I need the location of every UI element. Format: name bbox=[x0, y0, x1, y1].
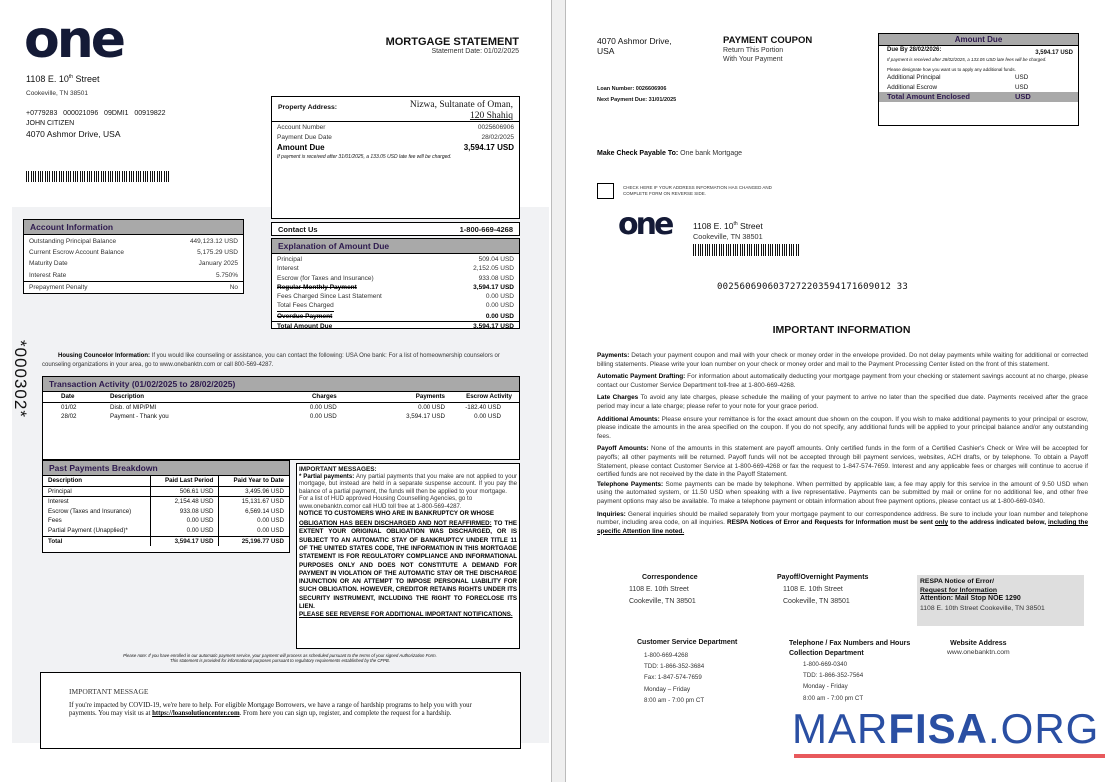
statement-title: MORTGAGE STATEMENT bbox=[385, 36, 519, 48]
payment-due-row: Payment Due Date 28/02/2025 bbox=[277, 133, 514, 141]
important-info-body bbox=[597, 352, 1088, 540]
postal-barcode bbox=[26, 171, 170, 182]
late-fee-note: If payment is received after 31/01/2025, a 133.05 USD late fee will be charged. bbox=[277, 154, 452, 160]
info-additional-amounts: Additional Amounts: Please ensure your remittance is for the exact amount due shown on the coupon. If you wish to make additional payments to your principal or escrow, please indicate the amounts in the area specified on the coupon. If you do not specify, any additional funds will be applied to your principal balance and/or any outstanding fees. bbox=[597, 415, 1088, 440]
account-number-row: Account Number 0025606906 bbox=[277, 124, 514, 131]
info-telephone-payments: Telephone Payments: Some payments can be made by telephone. When permitted by applicable law, a fee may apply for this service in the amount of 9.50 USD when using the automated system, or 11.50 USD when speaking with a live representative. Payments can be submitted by mail or online for no additional fee, and other free payment options may also be available. To make a telephone payment or obtain information about free payment options, please contact us at 1-800-669-0340. bbox=[597, 480, 1088, 505]
expl-row: Overdue Payment 0.00 USD bbox=[277, 312, 514, 320]
info-payoff-amounts: Payoff Amounts: None of the amounts in this statement are payoff amounts. Only certified funds in the form of a Certified Cashier's Check or Wire will be accepted for payoffs; all other payments will be returned. Payoff funds will not be accepted through bill payment services, websites, ACH drafts, or by telephone. To obtain a Payoff Statement, please contact Customer Service at 1-800-669-4268 or fax the request to 1-847-574-7659. Interest and any applicable fees or charges will continue to accrue if certified funds are not received by the date in the Payoff Statement. bbox=[597, 445, 1089, 479]
payment-coupon-page bbox=[565, 0, 1116, 782]
acct-row: Outstanding Principal Balance 449,123.12 USD bbox=[29, 238, 238, 245]
coupon-heading: PAYMENT COUPON Return This Portion With Your Payment bbox=[723, 35, 813, 63]
remit-address-line2: Cookeville, TN 38501 bbox=[693, 232, 763, 241]
expl-row: Regular Monthly Payment 3,594.17 USD bbox=[277, 283, 514, 291]
property-label: Property Address: bbox=[278, 104, 338, 111]
account-info-title: Account Information bbox=[24, 220, 243, 235]
telephone-block: Telephone / Fax Numbers and Hours Collection Department 1-800-669-0340 TDD: 1-866-352-7564 Monday - Friday 8:00 am - 7:00 pm CT bbox=[789, 640, 911, 702]
customer-service-block: Customer Service Department 1-800-669-4268 TDD: 1-866-352-3684 Fax: 1-847-574-7659 Monday – Friday 8:00 am - 7:00 pm CT bbox=[637, 639, 738, 704]
expl-row: Principal 509.04 USD bbox=[277, 256, 514, 263]
sender-address: 4070 Ashmor Drive, USA bbox=[597, 36, 672, 56]
past-payments-title: Past Payments Breakdown bbox=[43, 461, 289, 476]
expl-row: Fees Charged Since Last Statement 0.00 USD bbox=[277, 293, 514, 301]
footnote: Please note: If you have enrolled in our automatic payment service, your payment will process as scheduled pursuant to the terms of your signed Authorization Form. This statement is provided for informational purposes pursuant to regulatory requirements established by the CFPB. bbox=[123, 653, 437, 663]
bank-logo: one bbox=[24, 10, 124, 70]
acct-row: Current Escrow Account Balance 5,175.29 USD bbox=[29, 249, 238, 257]
respa-address: RESPA Notice of Error/ Request for Information Attention: Mail Stop NOE 1290 1108 E. 10th Street Cookeville, TN 38501 bbox=[917, 575, 1084, 626]
bank-address-line1: 1108 E. 10th Street bbox=[26, 74, 100, 84]
payable-to: Make Check Payable To: One bank Mortgage bbox=[597, 150, 743, 157]
contact-us-bar: Contact Us 1-800-669-4268 bbox=[271, 222, 520, 236]
transaction-row: 28/02 Payment - Thank you 0.00 USD 3,594.17 USD 0.00 USD bbox=[61, 413, 501, 421]
total-due-row: Total Amount Due 3,594.17 USD bbox=[272, 321, 519, 332]
marfisa-watermark: MARFISA.ORG bbox=[792, 705, 1100, 752]
important-info-title: IMPORTANT INFORMATION bbox=[772, 324, 911, 336]
transaction-title: Transaction Activity (01/02/2025 to 28/02/2025) bbox=[43, 377, 519, 392]
past-row: Partial Payment (Unapplied)* 0.00 USD 0.00 USD bbox=[43, 526, 289, 536]
side-code: *000302* bbox=[11, 340, 30, 418]
transaction-row: 01/02 Disb. of MIP/PMI 0.00 USD 0.00 USD -182.40 USD bbox=[61, 403, 501, 411]
explanation-title: Explanation of Amount Due bbox=[272, 239, 519, 254]
property-address: Nizwa, Sultanate of Oman, 120 Shahiq bbox=[409, 100, 513, 121]
coupon-logo: one bbox=[618, 207, 672, 242]
counselor-info: Housing Councelor Information: If you would like counseling or assistance, you can contact the following: USA One bank: For a list of homeownership counselors or counseling organizations in your area, go to www.onebanktn.com or call 800-569-4287. bbox=[42, 353, 500, 368]
bank-address-line2: Cookeville, TN 38501 bbox=[26, 90, 89, 97]
acct-row: Interest Rate 5.750% bbox=[29, 271, 238, 279]
important-messages-box: IMPORTANT MESSAGES: * Partial payments: Any partial payments that you make are not applied to your mortgage, but instead are held in a separate suspense account. If you pay the balance of a partial payment, the funds will then be applied to your mortgage. For a list of HUD approved Housing Counselling Agencies, go to www.onebanktn.comor call HUD toll free at 1-800-569-4287. NOTICE TO CUSTOMERS WHO ARE IN BANKRUPTCY OR WHOSE OBLIGATION HAS BEEN DISCHARGED AND NOT REAFFIRMED: TO THE EXTENT YOUR ORIGINAL OBLIGATION WAS DISCHARGED, OR IS SUBJECT TO AN AUTOMATIC STAY OF BANKRUPTCY UNDER TITLE 11 OF THE UNITED STATES CODE, THE INFORMATION IN THIS MORTGAGE STATEMENT IS FOR REGULATORY COMPLIANCE AND INFORMATIONAL PURPOSES ONLY AND DOES NOT CONSTITUTE A DEMAND FOR PAYMENT IN VIOLATION OF THE AUTOMATIC STAY OR THE DISCHARGE INJUNCTION OR AN ATTEMPT TO IMPOSE PERSONAL LIABILITY FOR SUCH OBLIGATION. HOWEVER, CREDITOR RETAINS RIGHTS UNDER ITS SECURITY INSTRUMENT, INCLUDING THE RIGHT TO FORECLOSE ITS LIEN. PLEASE SEE REVERSE FOR ADDITIONAL IMPORTANT NOTIFICATIONS. bbox=[296, 463, 520, 649]
loan-solution-link[interactable]: https://loansolutioncenter.com bbox=[152, 710, 240, 717]
property-box bbox=[271, 96, 520, 219]
watermark-underline bbox=[794, 754, 1105, 758]
transaction-table: Date Description Charges Payments Escrow Activity 01/02 Disb. of MIP/PMI 0.00 USD 0.00 USD -182.40 USD 28/02 Payment - Thank you 0.00 USD 3,594.17 USD 0.00 USD bbox=[43, 392, 519, 422]
additional-principal-field[interactable]: Additional Principal USD bbox=[887, 74, 1029, 81]
past-row: Fees 0.00 USD 0.00 USD bbox=[43, 516, 289, 526]
website-block: Website Address www.onebanktn.com bbox=[947, 640, 1010, 656]
ocr-scan-line: 0025606906037272203594171609012 33 bbox=[717, 282, 909, 292]
remit-barcode bbox=[693, 244, 800, 256]
past-total-row: Total 3,594.17 USD 25,196.77 USD bbox=[43, 536, 289, 546]
remit-address-line1: 1108 E. 10th Street bbox=[693, 221, 763, 231]
past-row: Escrow (Taxes and Insurance) 933.08 USD 6,569.14 USD bbox=[43, 507, 289, 517]
amount-due-box: Amount Due Due By 28/02/2026: 3,594.17 USD If payment is received after 28/02/2025, a 133.05 USD late fees will be charged. Please designate how you want us to apply any additional funds. Additional Principal USD Additional Escrow USD Total Amount Enclosed USD bbox=[878, 33, 1079, 126]
contact-phone: 1-800-669-4268 bbox=[459, 224, 513, 234]
prepayment-row: Prepayment Penalty No bbox=[24, 281, 243, 293]
expl-row: Escrow (for Taxes and Insurance) 933.08 USD bbox=[277, 274, 514, 282]
statement-page-front bbox=[0, 0, 552, 782]
additional-escrow-field[interactable]: Additional Escrow USD bbox=[887, 84, 1029, 91]
account-info-box bbox=[23, 219, 244, 294]
amount-due-row: Amount Due 3,594.17 USD bbox=[277, 143, 514, 152]
expl-row: Total Fees Charged 0.00 USD bbox=[272, 301, 519, 311]
info-payments: Payments: Detach your payment coupon and mail with your check or money order in the envelope provided. Do not delay payments while waiting for additional or corrected billing statements. Please write your loan number on your check or money order and mail to the Payment Processing Center listed on the front of this statement. bbox=[597, 352, 1088, 368]
loan-info: Loan Number: 0026606906 Next Payment Due: 31/01/2025 bbox=[597, 86, 677, 103]
statement-date: Statement Date: 01/02/2025 bbox=[431, 48, 519, 55]
past-payments-box bbox=[42, 460, 290, 553]
past-payments-table: Description Paid Last Period Paid Year to Date Principal 506.61 USD 3,495.96 USD Interest 2,154.48 USD 15,131.67 USD Escrow (Taxes and Insurance) 933.08 USD 6,569.14 USD Fees 0.00 USD 0.00 USD Partial Payment (Unapplied)* 0.00 USD 0.00 USD Total 3,594.17 USD 25,196.77 USD bbox=[43, 476, 289, 546]
covid-message-box: IMPORTANT MESSAGE If you're impacted by COVID-19, we're here to help. For eligible Mortgage Borrowers, we have a range of hardship programs to help you with your payments. You may visit us at https://loansolutioncenter.com. From here you can sign up, register, and complete the request for a hardship. bbox=[40, 672, 521, 749]
past-row: Interest 2,154.48 USD 15,131.67 USD bbox=[43, 497, 289, 507]
total-enclosed-field[interactable]: Total Amount Enclosed USD bbox=[879, 92, 1078, 102]
info-auto-drafting: Automatic Payment Drafting: For information about automatically deducting your mortgage payment from your checking or statement savings account at no charge, please contact our Customer Service Department toll-free at 1-800-669-4268. bbox=[597, 373, 1088, 389]
info-inquiries: Inquiries: General inquiries should be mailed separately from your mortgage payment to our correspondence address. Be sure to include your loan number and telephone number, including area code, on all inquiries. RESPA Notices of Error and Requests for Information must be sent only to the address indicated below, including the specific Attention line noted. bbox=[597, 510, 1089, 535]
past-row: Principal 506.61 USD 3,495.96 USD bbox=[43, 486, 289, 497]
explanation-box bbox=[271, 238, 520, 329]
transaction-box bbox=[42, 376, 520, 460]
see-reverse-note: PLEASE SEE REVERSE FOR ADDITIONAL IMPORTANT NOTIFICATIONS. bbox=[299, 611, 513, 619]
info-late-charges: Late Charges To avoid any late charges, please schedule the mailing of your payment to arrive no later than the specified due date. Payments received after the grace period may incur a late charge; please refer to your note for your grace period. bbox=[597, 394, 1088, 410]
address-change-checkbox[interactable] bbox=[597, 183, 614, 199]
website-link[interactable]: www.onebanktn.com bbox=[947, 649, 1010, 656]
expl-row: Interest 2,152.05 USD bbox=[277, 265, 514, 273]
coupon-amount: 3,594.17 USD bbox=[1035, 50, 1073, 56]
address-change-label: CHECK HERE IF YOUR ADDRESS INFORMATION HAS CHANGED AND COMPLETE FORM ON REVERSE SIDE. bbox=[623, 185, 772, 196]
correspondence-address: Correspondence 1108 E. 10th Street Cookeville, TN 38501 bbox=[629, 574, 698, 605]
mail-code: +0779283 000021096 09DMI1 00919822 bbox=[26, 110, 166, 117]
recipient-address: 4070 Ashmor Drive, USA bbox=[26, 129, 121, 139]
payoff-address: Payoff/Overnight Payments 1108 E. 10th Street Cookeville, TN 38501 bbox=[777, 574, 869, 605]
recipient-name: JOHN CITIZEN bbox=[26, 120, 75, 127]
acct-row: Maturity Date January 2025 bbox=[29, 260, 238, 268]
